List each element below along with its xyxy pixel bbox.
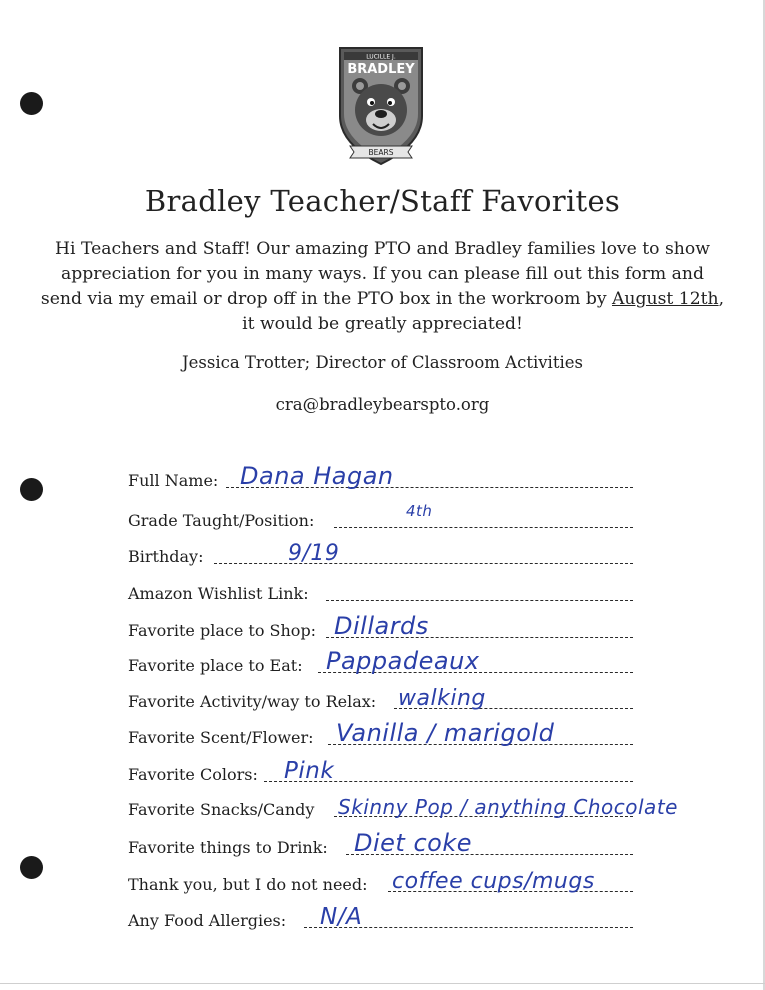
field-answer[interactable]: Dana Hagan (240, 462, 394, 490)
field-label: Favorite place to Shop: (128, 621, 317, 640)
field-grade-position (128, 502, 633, 532)
field-answer[interactable]: walking (398, 686, 486, 711)
field-answer[interactable]: 9/19 (288, 541, 340, 566)
field-label: Grade Taught/Position: (128, 511, 315, 530)
field-label: Favorite Colors: (128, 765, 258, 784)
field-label: Amazon Wishlist Link: (128, 584, 309, 603)
punch-hole (20, 856, 43, 879)
field-answer[interactable]: Vanilla / marigold (336, 719, 555, 747)
field-favorite-drink (128, 829, 633, 859)
punch-hole (20, 478, 43, 501)
field-answer[interactable]: Pink (284, 758, 335, 784)
field-answer[interactable]: Dillards (334, 612, 429, 640)
field-label: Favorite Snacks/Candy (128, 800, 315, 819)
field-amazon-wishlist (128, 575, 633, 605)
field-answer[interactable]: coffee cups/mugs (392, 869, 595, 894)
field-label: Favorite Scent/Flower: (128, 728, 314, 747)
answer-line (214, 563, 633, 564)
field-birthday (128, 538, 633, 568)
field-label: Favorite Activity/way to Relax: (128, 692, 377, 711)
logo-top-text: LUCILLE J. (366, 53, 396, 61)
field-label: Full Name: (128, 471, 219, 490)
field-label: Birthday: (128, 547, 204, 566)
field-answer[interactable]: N/A (320, 904, 363, 930)
answer-line (334, 527, 633, 528)
punch-hole (20, 92, 43, 115)
field-label: Favorite things to Drink: (128, 838, 328, 857)
field-favorite-colors (128, 756, 633, 786)
deadline-date: August 12th (612, 289, 719, 309)
field-favorite-activity (128, 683, 633, 713)
field-do-not-need (128, 866, 633, 896)
field-answer[interactable]: Diet coke (354, 829, 472, 857)
intro-text-end: , it would be greatly appreciated! (242, 289, 725, 334)
answer-line (326, 600, 633, 601)
field-label: Any Food Allergies: (128, 911, 287, 930)
field-answer[interactable]: 4th (406, 502, 433, 520)
director-line: Jessica Trotter; Director of Classroom Activities (182, 353, 583, 372)
page-edge (0, 983, 765, 984)
field-favorite-scent (128, 719, 633, 749)
field-favorite-shop (128, 612, 633, 642)
field-answer[interactable]: Skinny Pop / anything Chocolate (338, 795, 678, 819)
intro-text: Hi Teachers and Staff! Our amazing PTO and Bradley families love to show appreciation for you in many ways. If you can please fill out this form and send via my email or drop off in the PTO box in the workroom by (40, 239, 710, 309)
field-label: Thank you, but I do not need: (128, 875, 368, 894)
field-favorite-snacks (128, 791, 678, 821)
field-full-name (128, 462, 633, 492)
field-food-allergies (128, 902, 633, 932)
logo-banner: BEARS (368, 148, 394, 157)
bradley-bears-logo (336, 46, 426, 170)
field-favorite-eat (128, 647, 633, 677)
contact-email: cra@bradleybearspto.org (275, 395, 490, 414)
page-title: Bradley Teacher/Staff Favorites (144, 184, 621, 218)
logo-name: BRADLEY (347, 62, 415, 77)
intro-paragraph (40, 237, 725, 337)
field-answer[interactable]: Pappadeaux (326, 647, 480, 675)
field-label: Favorite place to Eat: (128, 656, 303, 675)
